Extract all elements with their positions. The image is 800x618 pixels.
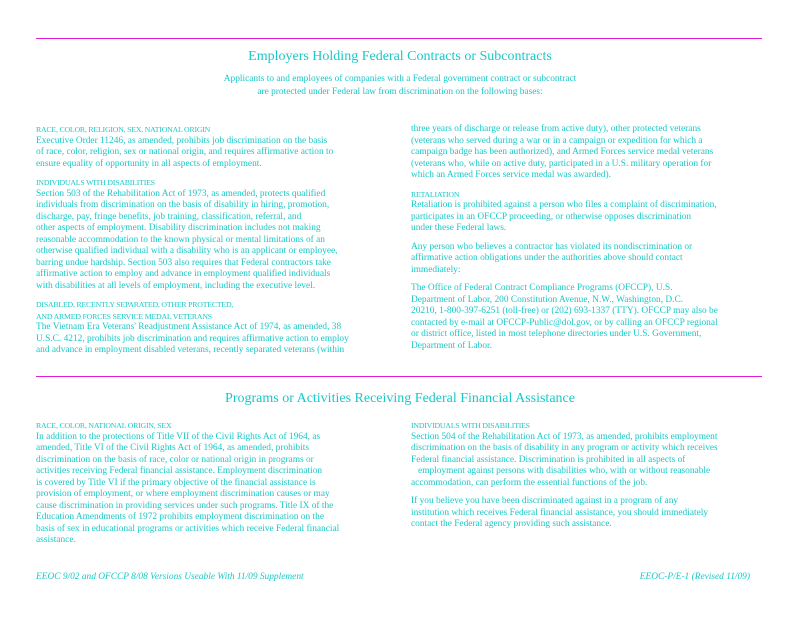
middle-divider bbox=[36, 376, 762, 377]
section1-intro: Applicants to and employees of companies with a Federal government contract or subcontract are protected under Federal law from discrimination on the following bases: bbox=[223, 74, 577, 97]
section2-title: Programs or Activities Receiving Federal Financial Assistance bbox=[225, 391, 575, 406]
race-heading: RACE, COLOR, RELIGION, SEX, NATIONAL ORIGIN bbox=[36, 125, 211, 134]
retaliation-heading: RETALIATION bbox=[411, 189, 460, 199]
section2-right-column: INDIVIDUALS WITH DISABILITIES Section 504 of the Rehabilitation Act of 1973, as amended, prohibits employment discrimination on the basis of disability in any program or activity which receives Federal financial assistance. Discrimination is prohibited in all aspects of employment against persons with disabilities who, with or without reasonable accommodation, can perform the essential functions of the job. If you believe you have been discriminated against in a program of any institution which receives Federal financial assistance, you should immediately contact the Federal agency providing such assistance. bbox=[411, 420, 766, 531]
race-sex-heading: RACE, COLOR, NATIONAL ORIGIN, SEX bbox=[36, 421, 172, 430]
footer-form-number: EEOC-P/E-1 (Revised 11/09) bbox=[639, 572, 750, 582]
section2-left-column: RACE, COLOR, NATIONAL ORIGIN, SEX In addition to the protections of Title VII of the Civil Rights Act of 1964, as amended, Title VI of the Civil Rights Act of 1964, as amended, prohibits discrimination on the basis of race, color or national origin in programs or activities receiving Federal financial assistance. Employment discrimination is covered by Title VI if the primary objective of the financial assistance is provision of employment, or where employment discrimination causes or may cause discrimination in providing services under such programs. Title IX of the Education Amendments of 1972 prohibits employment discrimination on the basis of sex in educational programs or activities which receive Federal financial assistance. bbox=[36, 420, 391, 547]
veterans-heading: DISABLED, RECENTLY SEPARATED, OTHER PROTECTED, bbox=[36, 300, 234, 309]
section1-left-column: RACE, COLOR, RELIGION, SEX, NATIONAL ORIGIN Executive Order 11246, as amended, prohibits job discrimination on the basis of race, color, religion, sex or national origin, and requires affirmative action to ensure equality of opportunity in all aspects of employment. INDIVIDUALS WITH DISABILITIES Section 503 of the Rehabilitation Act of 1973, as amended, protects qualified individuals from discrimination on the basis of disability in hiring, promotion, discharge, pay, fringe benefits, job training, classification, referral, and other aspects of employment. Disability discrimination includes not making reasonable accommodation to the known physical or mental limitations of an otherwise qualified individual with a disability who is an applicant or employee, barring undue hardship. Section 503 also requires that Federal contractors take affirmative action to employ and advance in employment qualified individuals with disabilities at all levels of employment, including the executive level. DISABLED, RECENTLY SEPARATED, OTHER PROTECTED, AND ARMED FORCES SERVICE MEDAL VETERANS The Vietnam Era Veterans' Readjustment Assistance Act of 1974, as amended, 38 U.S.C. 4212, prohibits job discrimination and requires affirmative action to employ and advance in employment disabled veterans, recently separated veterans (within bbox=[36, 124, 391, 357]
believe-paragraph: If you believe you have been discriminated against in a program of any bbox=[411, 496, 679, 506]
section2-disabilities-heading: INDIVIDUALS WITH DISABILITIES bbox=[411, 421, 530, 430]
disabilities-heading: INDIVIDUALS WITH DISABILITIES bbox=[36, 178, 155, 187]
section1-right-column: three years of discharge or release from active duty), other protected veterans (veterans who served during a war or in a campaign or expedition for which a campaign badge has been authorized), and Armed Forces service medal veterans (veterans who, while on active duty, participated in a U.S. military operation for which an Armed Forces service medal was awarded). RETALIATION Retaliation is prohibited against a person who files a complaint of discrimination, participates in an OFCCP proceeding, or otherwise opposes discrimination under these Federal laws. Any person who believes a contractor has violated its nondiscrimination or affirmative action obligations under the authorities above should contact immediately: The Office of Federal Contract Compliance Programs (OFCCP), U.S. Department of Labor, 200 Constitution Avenue, N.W., Washington, D.C. 20210, 1-800-397-6251 (toll-free) or (202) 693-1337 (TTY). OFCCP may also be contacted by e-mail at OFCCP-Public@dol.gov, or by calling an OFCCP regional or district office, listed in most telephone directories under U.S. Government, Department of Labor. bbox=[411, 124, 766, 352]
footer-versions: EEOC 9/02 and OFCCP 8/08 Versions Useable With 11/09 Supplement bbox=[36, 572, 304, 582]
top-divider bbox=[36, 38, 762, 39]
section1-title: Employers Holding Federal Contracts or Subcontracts bbox=[248, 49, 552, 64]
any-person-paragraph: Any person who believes a contractor has violated its nondiscrimination or bbox=[411, 241, 693, 252]
ofccp-contact-paragraph: The Office of Federal Contract Compliance Programs (OFCCP), U.S. bbox=[411, 283, 673, 293]
